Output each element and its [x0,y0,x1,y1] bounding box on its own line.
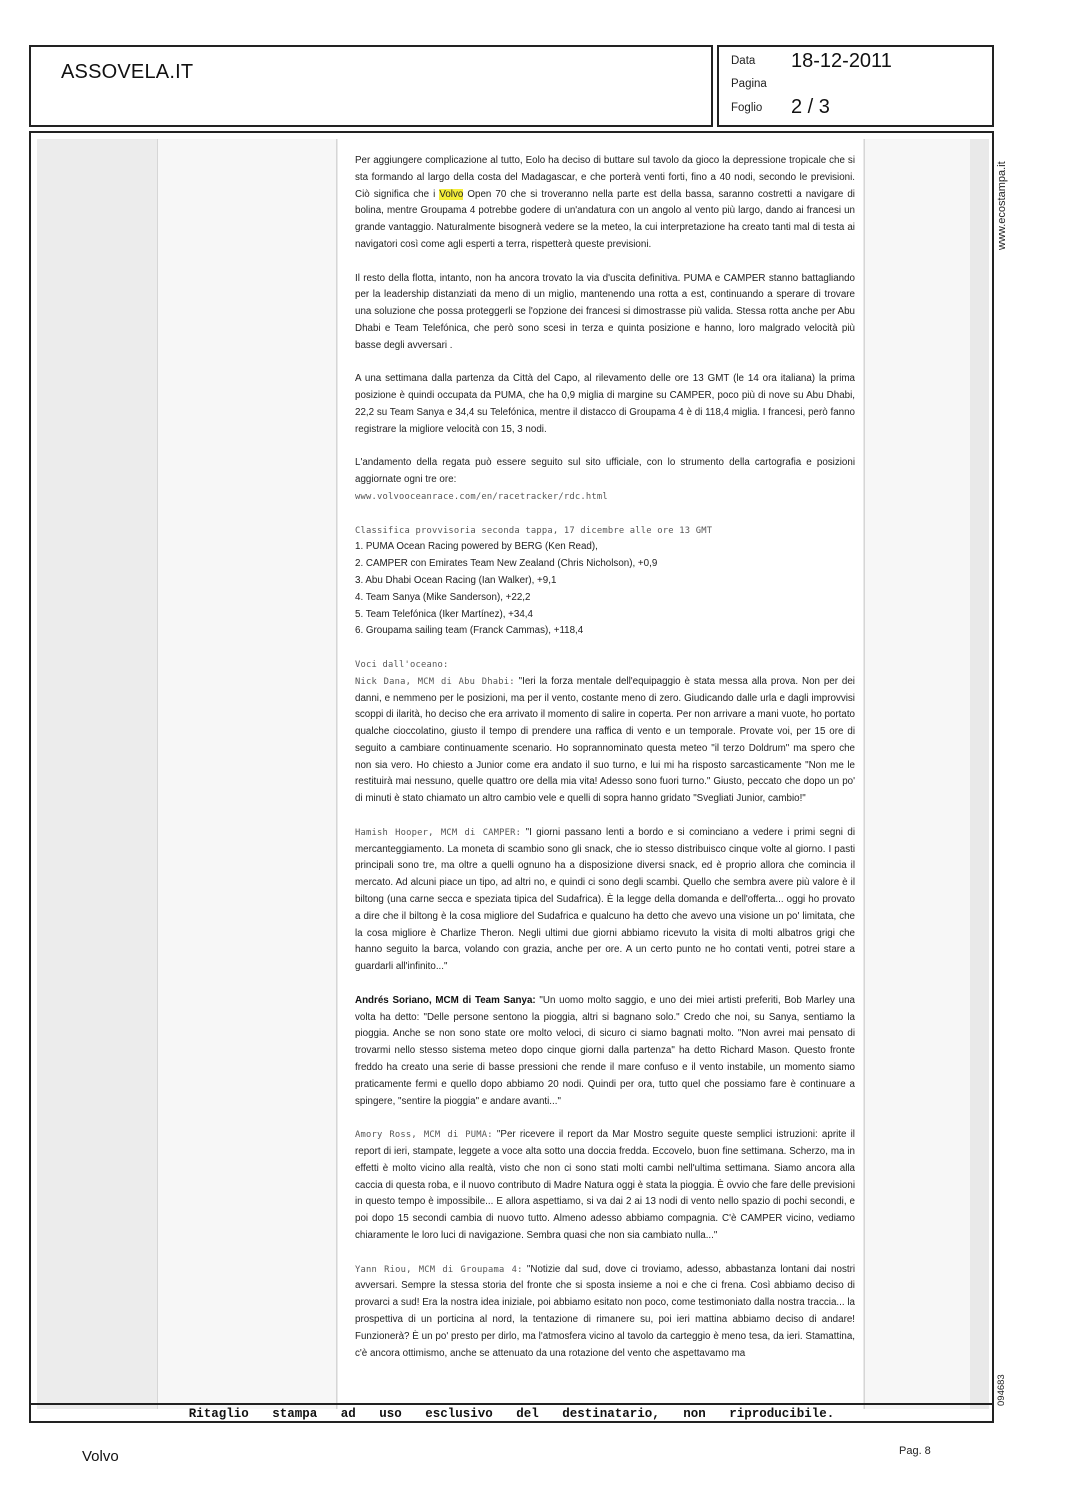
standings-item: 4. Team Sanya (Mike Sanderson), +22,2 [355,591,531,603]
quote-paragraph: Andrés Soriano, MCM di Team Sanya: "Un uomo molto saggio, e uno dei miei artisti preferiti, Bob Marley una volta ha detto: "Delle persone sentono la pioggia, altri si bagnano solo." Credo che noi, su Sanya, sentiamo la pioggia. Anche se non sono state ore molto veloci, di sicuro ci siamo bagnati molto. "Non avrei mai pensato di trovarmi nello stesso sistema meteo dopo cinque giorni dalla partenza" ha detto Richard Mason. Questo fronte freddo ha creato una serie di basse pressioni che rende il mare confuso e il vento instabile, un momento siamo praticamente fermi e quello dopo abbiamo 20 nodi. Quindi per ora, tutto quel che possiamo fare è continuare a spingere, "sentire la pioggia" e andare avanti..." [355,994,855,1107]
quote-speaker: Hamish Hooper, MCM di CAMPER: [355,827,522,838]
foglio-label: Foglio [731,102,763,114]
pagina-label: Pagina [731,78,767,90]
quote-paragraph: Voci dall'oceano: Nick Dana, MCM di Abu Dhabi: "Ieri la forza mentale dell'equipaggio è stata messa alla prova. Non per dei danni, e nemmeno per le posizioni, ma per il vento, costante meno di zero. Giudicando dalle urla e dagli improvvisi scoppi di ilarità, ho deciso che era arrivato il momento di salire in coperta. Per non arrivare a mani vuote, ho portato qualche cioccolatino, giusto il tempo di prendere una raffica di vento e un temporale. Provate voi, per 15 ore di seguito a cambiare continuamente scenario. Ho soprannominato questa meteo "il terzo Doldrum" ma spero che non sia vero. Ho chiesto a Junior come era andato il suo turno, e lui mi ha risposto sarcasticamente "Non me le restituirà mai nessuno, quelle quattro ore della mia vita! Adesso sono fuori turno." Giusto, peccato che dopo un po' di minuti è stato chiamato un altro cambio vele e quelli di sopra hanno gridato "Svegliati Junior, cambio!" [355,659,855,805]
standings-item: 3. Abu Dhabi Ocean Racing (Ian Walker), +9,1 [355,574,557,586]
foglio-value: 2 / 3 [791,96,830,118]
left-sidebar-column [158,139,337,1409]
article-paragraph: Il resto della flotta, intanto, non ha ancora trovato la via d'uscita definitiva. PUMA e CAMPER stanno battagliando per la leadership distanziati da meno di un miglio, mantenendo una rotta a est, continuando a sperare di trovare una soluzione che possa proteggerli se l'opzione dei francesi si dimostrasse più valida. Stessa rotta anche per Abu Dhabi e Team Telefónica, che però sono scesi in terza e quinta posizione e hanno, loro malgrado velocità più basse degli avversari . [355,272,855,351]
article-paragraph: A una settimana dalla partenza da Città del Capo, al rilevamento delle ore 13 GMT (le 14 ora italiana) la prima posizione è quindi occupata da PUMA, che ha 0,9 miglia di margine su CAMPER, poco più di nove su Abu Dhabi, 22,2 su Team Sanya e 34,4 su Telefónica, mentre il distacco di Groupama 4 è di 118,4 miglia. I francesi, però fanno registrare la migliore velocità con 15, 3 nodi. [355,373,855,435]
article-paragraph: L'andamento della regata può essere seguito sul sito ufficiale, con lo strumento della cartografia e posizioni aggiornate ogni tre ore: www.volvooceanrace.com/en/racetracker/rdc.html [355,457,855,502]
quote-speaker: Andrés Soriano, MCM di Team Sanya: [355,994,536,1006]
right-sidebar-column [864,139,970,1409]
clipping-code: 094683 [996,1374,1007,1406]
header-info-box [717,45,994,127]
data-value: 18-12-2011 [791,50,892,72]
standings-item: 1. PUMA Ocean Racing powered by BERG (Ken Read), [355,541,598,553]
reproduction-notice: Ritaglio stampa ad uso esclusivo del destinatario, non riproducibile. [29,1403,994,1423]
quote-speaker: Amory Ross, MCM di PUMA: [355,1130,493,1141]
article-body [338,139,863,1409]
standings-block [355,523,855,641]
client-name: Volvo [82,1448,119,1465]
source-title: ASSOVELA.IT [61,61,194,83]
race-tracker-url[interactable]: www.volvooceanrace.com/en/racetracker/rdc.html [355,491,608,502]
left-margin-column [37,139,158,1409]
quote-paragraph: Hamish Hooper, MCM di CAMPER: "I giorni passano lenti a bordo e si cominciano a vedere i primi segni di mercanteggiamento. La moneta di scambio sono gli snack, che io stesso distribuisco cinque volte al giorno. I pasti principali sono tre, ma oltre a quelli ognuno ha a disposizione diversi snack, ed è proprio allora che comincia il mercato. Ad alcuni piace un tipo, ad altri no, e quindi ci sono degli scambi. Quello che sembra avere più valore è il biltong (una carne secca e speziata tipica del Sudafrica). È la legge della domanda e dell'offerta... oggi ho provato a dire che il biltong è la cosa migliore del Sudafrica e qualcuno ha detto che avevo una visione un po' limitata, che la cosa migliore è Charlize Theron. Negli ultimi due giorni abbiamo ricevuto la visita di molti albatros grigi che hanno seguito la barca, volando con grazia, anche per ore. A un certo punto ne ho contati venti, potrei stare a guardarli all'infinito..." [355,826,856,973]
standings-title: Classifica provvisoria seconda tappa, 17 dicembre alle ore 13 GMT [355,525,713,536]
standings-item: 2. CAMPER con Emirates Team New Zealand (Chris Nicholson), +0,9 [355,558,658,570]
voices-title: Voci dall'oceano: [355,659,449,670]
highlighted-keyword: Volvo [439,188,464,200]
data-label: Data [731,55,756,67]
header-source-box [29,45,713,127]
standings-item: 5. Team Telefónica (Iker Martínez), +34,4 [355,608,533,620]
clipping-frame [29,131,994,1423]
website-side-label: www.ecostampa.it [996,161,1008,250]
article-paragraph: Per aggiungere complicazione al tutto, Eolo ha deciso di buttare sul tavolo da gioco la depressione tropicale che si sta formando al largo della costa del Madagascar, e che porterà venti forti, fino a 40 nodi, secondo le previsioni. Ciò significa che i Volvo Open 70 che si troveranno nella parte est della bassa, saranno costretti a navigare di bolina, mentre Groupama 4 potrebbe godere di un'andatura con un angolo al vento più largo, dando ai francesi un grande vantaggio. Naturalmente bisognerà vedere se la meteo, la cui interpretazione ha creato tanti mal di testa ai navigatori così come agli esperti a terra, rispetterà queste previsioni. [355,155,855,250]
standings-item: 6. Groupama sailing team (Franck Cammas), +118,4 [355,625,584,637]
quote-speaker: Yann Riou, MCM di Groupama 4: [355,1264,523,1275]
quote-paragraph: Yann Riou, MCM di Groupama 4: "Notizie dal sud, dove ci troviamo, adesso, abbastanza lontani dai nostri avversari. Sempre la stessa storia del fronte che si sposta insieme a noi e che ci frena. Così abbiamo deciso di provarci a sud! Era la nostra idea iniziale, poi abbiamo esitato non poco, come testimoniato dalla nostra traccia... la prospettiva di un porticina al nord, la tentazione di rimanere su, poi ieri mattina abbiamo deciso di andare! Funzionerà? È un po' presto per dirlo, ma l'atmosfera vicino al tavolo da carteggio è meno tesa, da ieri. Stamattina, c'è ancora ottimismo, anche se attenuato da una rotazione del vento che aspettavamo ma [355,1263,856,1359]
quote-paragraph: Amory Ross, MCM di PUMA: "Per ricevere il report da Mar Mostro seguite queste semplici istruzioni: aprite il report di ieri, stampate, leggete a voce alta sotto una doccia fredda. Eccovelo, buon fine settimana. Scherzo, ma in effetti è molto vicino alla realtà, visto che non ci sono stati molti cambi nell'ultima settimana. Siamo ancora alla caccia di questa roba, e il nuovo contributo di Madre Natura oggi è stata la pioggia. È ovvio che fare delle previsioni in questo tempo è impossibile... E allora aspettiamo, si va dai 2 ai 13 nodi di vento nello spazio di pochi secondi, e poi dopo 15 secondi cambia di nuovo tutto. Almeno adesso abbiamo compagnia. C'è CAMPER vicino, vediamo chiaramente le loro luci di navigazione. Sembra quasi che non sia cambiato nulla..." [355,1129,855,1241]
page-number: Pag. 8 [899,1445,931,1457]
quote-speaker: Nick Dana, MCM di Abu Dhabi: [355,676,515,687]
